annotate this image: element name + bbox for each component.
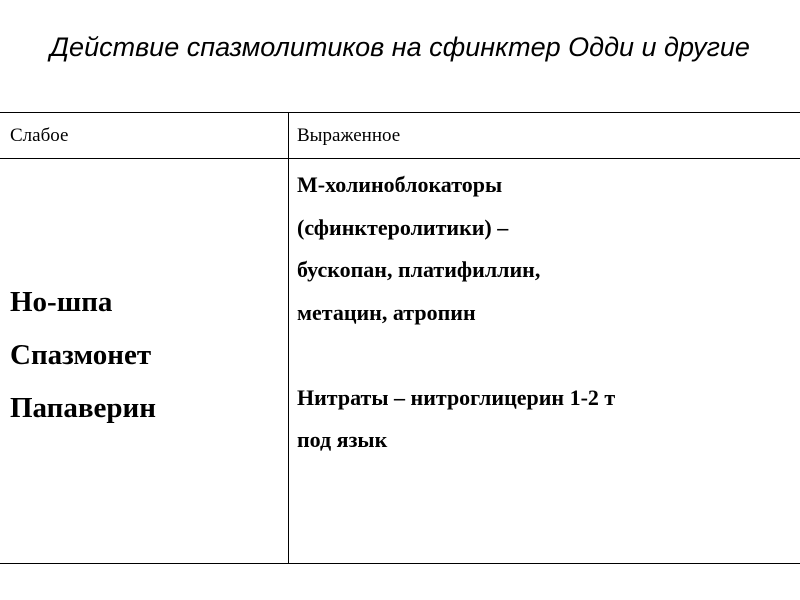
- strong-line: под язык: [297, 427, 388, 452]
- header-strong: Выраженное: [297, 125, 401, 146]
- paragraph-gap: [297, 334, 792, 377]
- strong-line: Нитраты – нитроглицерин 1-2 т: [297, 384, 616, 410]
- slide-title: Действие спазмолитиков на сфинктер Одди и другие: [50, 32, 750, 62]
- header-row-border: [0, 158, 800, 159]
- weak-item: Но-шпа: [10, 286, 113, 318]
- strong-line: М-холиноблокаторы: [297, 172, 503, 197]
- weak-item: Папаверин: [10, 392, 156, 424]
- table-top-border: [0, 112, 800, 113]
- strong-cell: [297, 164, 792, 462]
- table-bottom-border: [0, 563, 800, 564]
- column-divider: [288, 112, 289, 564]
- strong-line: метацин, атропин: [297, 299, 476, 325]
- strong-line: (сфинктеролитики) –: [297, 214, 509, 240]
- weak-cell: [10, 276, 280, 435]
- header-weak: Слабое: [10, 125, 69, 146]
- weak-item: Спазмонет: [10, 339, 152, 371]
- strong-line: бускопан, платифиллин,: [297, 257, 541, 282]
